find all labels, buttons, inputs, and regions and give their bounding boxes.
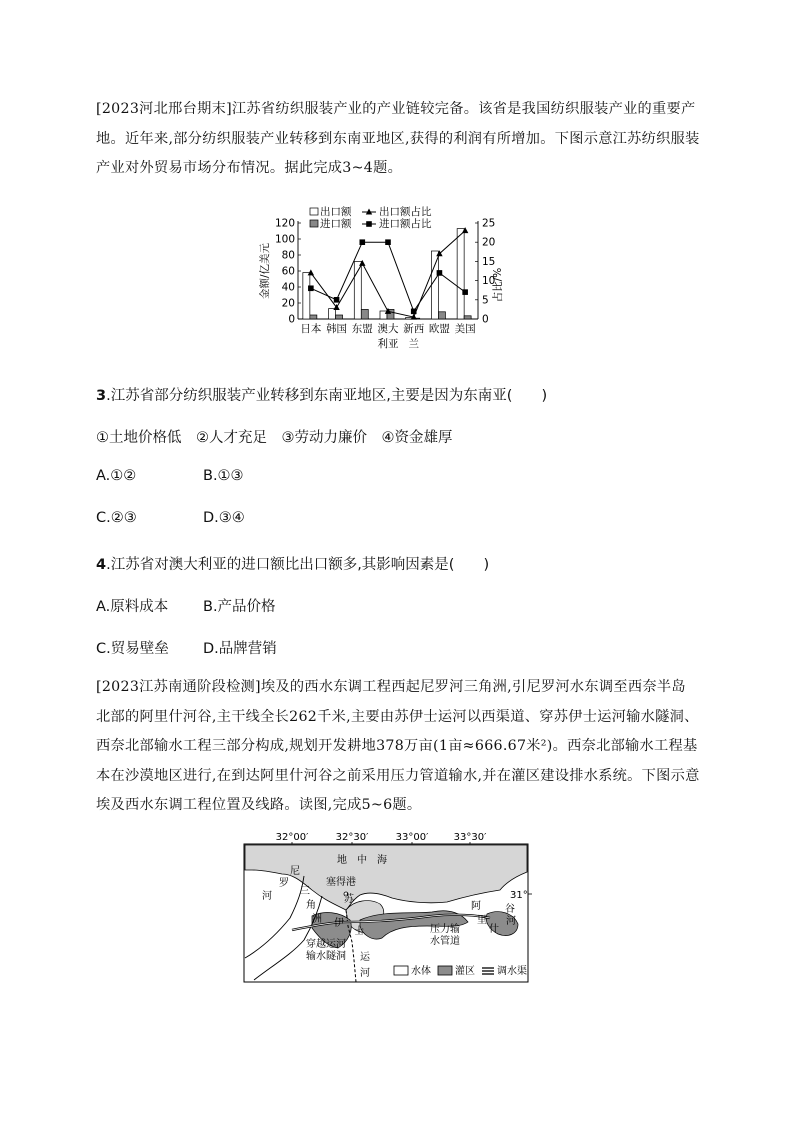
nile-label: 河 [262, 891, 272, 902]
option-c[interactable]: C.②③ [96, 510, 137, 526]
arish-river-label: 谷 [505, 904, 515, 915]
legend-label: 出口额 [320, 206, 352, 218]
question-3-items: ①土地价格低 ②人才充足 ③劳动力廉价 ④资金雄厚 [96, 430, 453, 446]
bar-import [336, 315, 343, 319]
bar-export [354, 261, 361, 319]
point-square [359, 239, 365, 245]
bar-import [310, 315, 317, 319]
passage-1: [2023河北邢台期末]江苏省纺织服装产业的产业链较完备。该省是我国纺织服装产业的重要产地。近年来,部分纺织服装产业转移到东南亚地区,获得的利润有所增加。下图示意江苏纺织服装产业对外贸易市场分布情况。据此完成3~4题。 [96, 101, 700, 176]
lon-label: 32°30′ [335, 832, 369, 843]
bar-import [361, 309, 368, 319]
arish-label: 里 [477, 915, 487, 926]
y-tick-label: 40 [281, 281, 295, 294]
legend-irrigation-label: 灌区 [455, 966, 475, 977]
point-square [411, 309, 417, 315]
category-label: 美国 [454, 323, 476, 335]
category-label: 欧盟 [428, 323, 450, 335]
nile-label: 尼 [290, 866, 300, 877]
point-square [308, 285, 314, 291]
bar-export [329, 309, 336, 319]
category-label-line2: 利亚 [377, 338, 399, 350]
y-tick-label: 20 [281, 297, 295, 310]
legend-square [366, 221, 372, 227]
point-square [462, 289, 468, 295]
delta-label: 三 [300, 886, 310, 897]
option-a[interactable]: A.①② [96, 468, 137, 484]
y2-tick-label: 20 [482, 236, 496, 249]
bar-export [303, 273, 310, 319]
legend-label: 进口额 [320, 218, 352, 230]
trade-chart [252, 205, 512, 355]
question-stem: .江苏省部分纺织服装产业转移到东南亚地区,主要是因为东南亚( ) [106, 388, 548, 404]
y2-tick-label: 15 [482, 255, 496, 268]
y-tick-label: 100 [274, 233, 295, 246]
lon-label: 32°00′ [275, 832, 309, 843]
category-label: 日本 [300, 323, 322, 335]
y2-tick-label: 10 [482, 275, 496, 288]
question-number: 3 [96, 388, 107, 404]
legend-export-swatch [310, 208, 318, 215]
point-square [385, 239, 391, 245]
y-axis-title: 金额/亿美元 [259, 242, 271, 300]
point-square [334, 297, 340, 303]
category-label: 韩国 [326, 323, 348, 335]
delta-label: 洲 [312, 914, 322, 925]
question-stem: .江苏省对澳大利亚的进口额比出口额多,其影响因素是( ) [106, 557, 490, 573]
bar-export [457, 229, 464, 319]
y-tick-label: 80 [281, 249, 295, 262]
y-tick-label: 60 [281, 265, 295, 278]
egypt-water-map [242, 830, 532, 985]
delta-label: 角 [306, 900, 316, 911]
point-square [437, 270, 443, 276]
y2-tick-label: 5 [482, 294, 489, 307]
legend-irrigation-swatch [438, 966, 452, 975]
legend-water-label: 水体 [411, 966, 431, 977]
bar-export [431, 251, 438, 319]
tunnel-label: 穿越运河 [306, 939, 346, 950]
option-b[interactable]: B.产品价格 [203, 599, 276, 615]
y2-axis-title: 占比/% [492, 267, 504, 303]
y2-tick-label: 0 [482, 313, 489, 326]
legend-label: 进口额占比 [379, 218, 432, 230]
option-d[interactable]: D.品牌营销 [203, 641, 277, 657]
option-d[interactable]: D.③④ [203, 510, 245, 526]
suez-label: 士 [354, 926, 364, 937]
sea-label: 地 中 海 [337, 855, 387, 866]
arish-label: 阿 [471, 901, 481, 912]
lat-label: 31° [510, 890, 528, 901]
category-label: 新西 [403, 323, 425, 335]
port-label: 塞得港 [326, 877, 356, 888]
category-label: 东盟 [351, 323, 373, 335]
legend-import-swatch [310, 220, 318, 227]
arish-river-label: 河 [506, 916, 516, 927]
bar-import [438, 312, 445, 319]
option-a[interactable]: A.原料成本 [96, 599, 169, 615]
option-b[interactable]: B.①③ [203, 468, 244, 484]
question-4 [96, 553, 489, 574]
question-number: 4 [96, 557, 107, 573]
arish-label: 什 [489, 924, 499, 935]
lon-label: 33°00′ [395, 832, 429, 843]
bar-import [464, 316, 471, 319]
y-tick-label: 120 [274, 217, 295, 230]
legend-channel-label: 调水渠 [497, 966, 527, 977]
suez-label: 伊 [334, 918, 344, 929]
lon-label: 33°30′ [453, 832, 487, 843]
y2-tick-label: 25 [482, 217, 496, 230]
passage-2: [2023江苏南通阶段检测]埃及的西水东调工程西起尼罗河三角洲,引尼罗河水东调至西奈半岛北部的阿里什河谷,主干线全长262千米,主要由苏伊士运河以西渠道、穿苏伊士运河输水隧洞、西奈北部输水工程三部分构成,规划开发耕地378万亩(1亩≈666.67米²)。西奈北部输水工程基本在沙漠地区进行,在到达阿里什河谷之前采用压力管道输水,并在灌区建设排水系统。下图示意埃及西水东调工程位置及线路。读图,完成5~6题。 [96, 679, 700, 813]
pipe-label: 水管道 [430, 936, 460, 947]
category-label: 澳大 [377, 323, 399, 335]
option-c[interactable]: C.贸易壁垒 [96, 641, 169, 657]
category-label-line2: 兰 [408, 338, 419, 350]
suez-label: 苏 [344, 894, 354, 905]
question-3 [96, 384, 547, 405]
y-tick-label: 0 [288, 313, 295, 326]
suez-label: 河 [360, 968, 370, 979]
legend-water-swatch [394, 966, 408, 975]
tunnel-label: 输水隧洞 [306, 951, 346, 962]
legend-label: 出口额占比 [379, 206, 432, 218]
nile-label: 罗 [279, 878, 289, 889]
suez-label: 运 [360, 952, 370, 963]
pipe-label: 压力输 [430, 924, 460, 935]
